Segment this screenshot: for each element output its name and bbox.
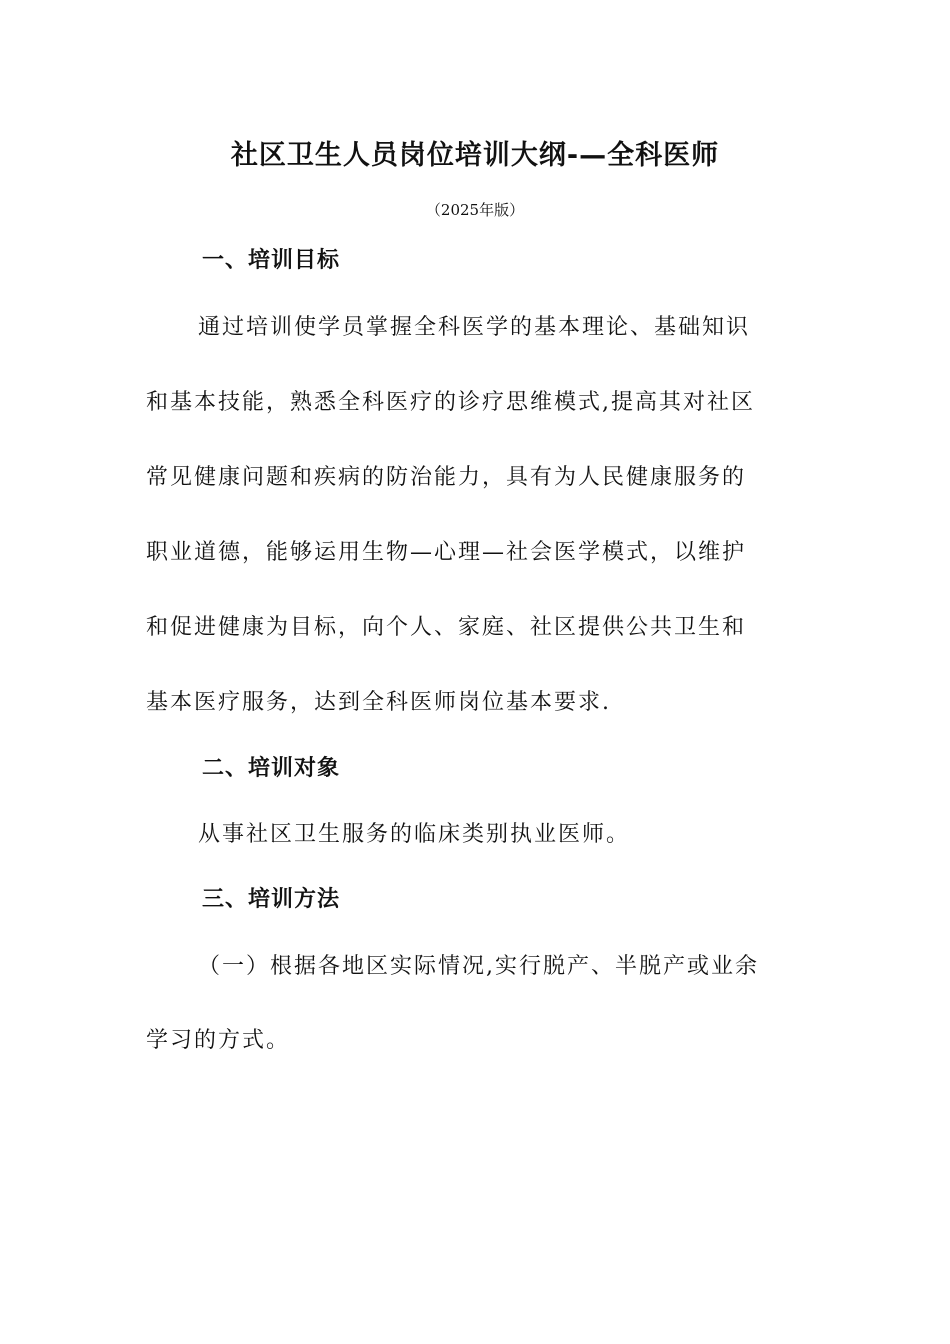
- document-title: 社区卫生人员岗位培训大纲-—全科医师: [230, 140, 720, 171]
- paragraph-line: （一）根据各地区实际情况,实行脱产、半脱产或业余: [198, 954, 759, 979]
- paragraph-line: 和促进健康为目标，向个人、家庭、社区提供公共卫生和: [146, 615, 747, 640]
- paragraph-line: 基本医疗服务，达到全科医师岗位基本要求.: [146, 690, 611, 715]
- edition-label: （2025年版）: [425, 201, 525, 219]
- paragraph-line: 职业道德，能够运用生物—心理—社会医学模式，以维护: [146, 540, 747, 565]
- section-heading-training-goal: 一、培训目标: [202, 248, 341, 273]
- section-heading-training-method: 三、培训方法: [202, 887, 341, 912]
- paragraph-line: 和基本技能，熟悉全科医疗的诊疗思维模式,提高其对社区: [146, 390, 755, 415]
- paragraph-line: 学习的方式。: [146, 1028, 291, 1053]
- paragraph-line: 通过培训使学员掌握全科医学的基本理论、基础知识: [198, 315, 751, 340]
- section-heading-training-target: 二、培训对象: [202, 756, 341, 781]
- paragraph-line: 常见健康问题和疾病的防治能力，具有为人民健康服务的: [146, 465, 747, 490]
- paragraph-line: 从事社区卫生服务的临床类别执业医师。: [198, 822, 631, 847]
